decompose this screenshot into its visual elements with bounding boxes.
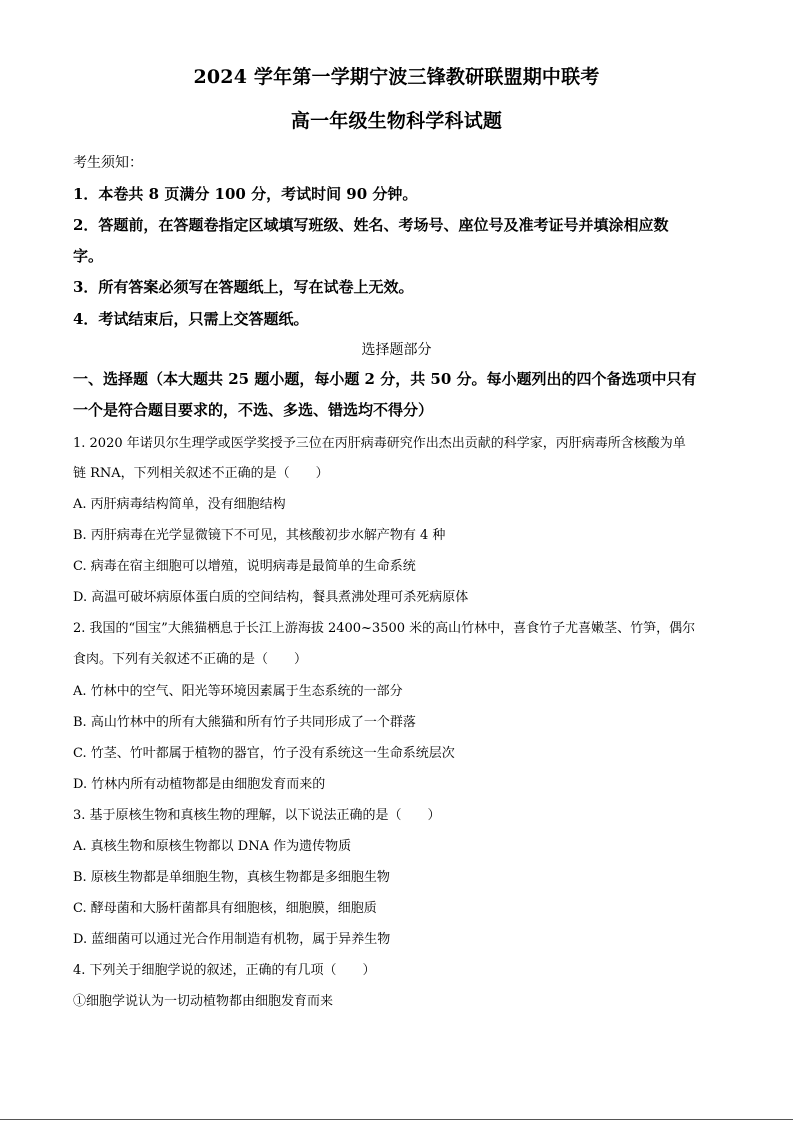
question-option: ①细胞学说认为一切动植物都由细胞发育而来 xyxy=(73,994,334,1009)
notice-item: 4．考试结束后，只需上交答题纸。 xyxy=(73,310,309,328)
exam-subtitle: 高一年级生物科学科试题 xyxy=(290,110,503,132)
question-stem: 1. 2020 年诺贝尔生理学或医学奖授予三位在丙肝病毒研究作出杰出贡献的科学家，丙肝病毒所含核酸为单 xyxy=(73,436,686,451)
question-option: A. 竹林中的空气、阳光等环境因素属于生态系统的一部分 xyxy=(73,684,403,699)
question-option: C. 病毒在宿主细胞可以增殖，说明病毒是最简单的生命系统 xyxy=(73,559,416,574)
question-stem: 2. 我国的“国宝”大熊猫栖息于长江上游海拔 2400~3500 米的高山竹林中，喜食竹子尤喜嫩茎、竹笋，偶尔 xyxy=(73,621,696,636)
notice-heading: 考生须知： xyxy=(73,155,143,171)
question-option: B. 丙肝病毒在光学显微镜下不可见，其核酸初步水解产物有 4 种 xyxy=(73,528,446,543)
section-instruction: 一个是符合题目要求的，不选、多选、错选均不得分） xyxy=(73,401,434,419)
question-option: A. 丙肝病毒结构简单，没有细胞结构 xyxy=(73,497,286,512)
notice-item: 1．本卷共 8 页满分 100 分，考试时间 90 分钟。 xyxy=(73,185,418,203)
page-bottom-rule xyxy=(0,1119,793,1120)
notice-item: 字。 xyxy=(73,247,104,265)
exam-title: 2024 学年第一学期宁波三锋教研联盟期中联考 xyxy=(193,66,600,88)
question-option: C. 酵母菌和大肠杆菌都具有细胞核，细胞膜，细胞质 xyxy=(73,901,377,916)
section-title: 选择题部分 xyxy=(361,342,432,358)
question-option: C. 竹茎、竹叶都属于植物的器官，竹子没有系统这一生命系统层次 xyxy=(73,746,455,761)
question-option: D. 竹林内所有动植物都是由细胞发育而来的 xyxy=(73,777,326,792)
question-option: D. 蓝细菌可以通过光合作用制造有机物，属于异养生物 xyxy=(73,932,391,947)
question-option: A. 真核生物和原核生物都以 DNA 作为遗传物质 xyxy=(73,839,352,854)
section-instruction: 一、选择题（本大题共 25 题小题，每小题 2 分，共 50 分。每小题列出的四个备选项中只有 xyxy=(73,370,697,388)
question-option: B. 原核生物都是单细胞生物，真核生物都是多细胞生物 xyxy=(73,870,390,885)
notice-item: 2．答题前，在答题卷指定区域填写班级、姓名、考场号、座位号及准考证号并填涂相应数 xyxy=(73,216,669,234)
question-stem: 3. 基于原核生物和真核生物的理解，以下说法正确的是（ ） xyxy=(73,808,441,823)
question-stem: 食肉。下列有关叙述不正确的是（ ） xyxy=(73,652,308,667)
question-option: D. 高温可破坏病原体蛋白质的空间结构，餐具煮沸处理可杀死病原体 xyxy=(73,590,469,605)
notice-item: 3．所有答案必须写在答题纸上，写在试卷上无效。 xyxy=(73,278,414,296)
question-stem: 链 RNA，下列相关叙述不正确的是（ ） xyxy=(73,466,329,481)
question-stem: 4. 下列关于细胞学说的叙述，正确的有几项（ ） xyxy=(73,963,376,978)
question-option: B. 高山竹林中的所有大熊猫和所有竹子共同形成了一个群落 xyxy=(73,715,416,730)
